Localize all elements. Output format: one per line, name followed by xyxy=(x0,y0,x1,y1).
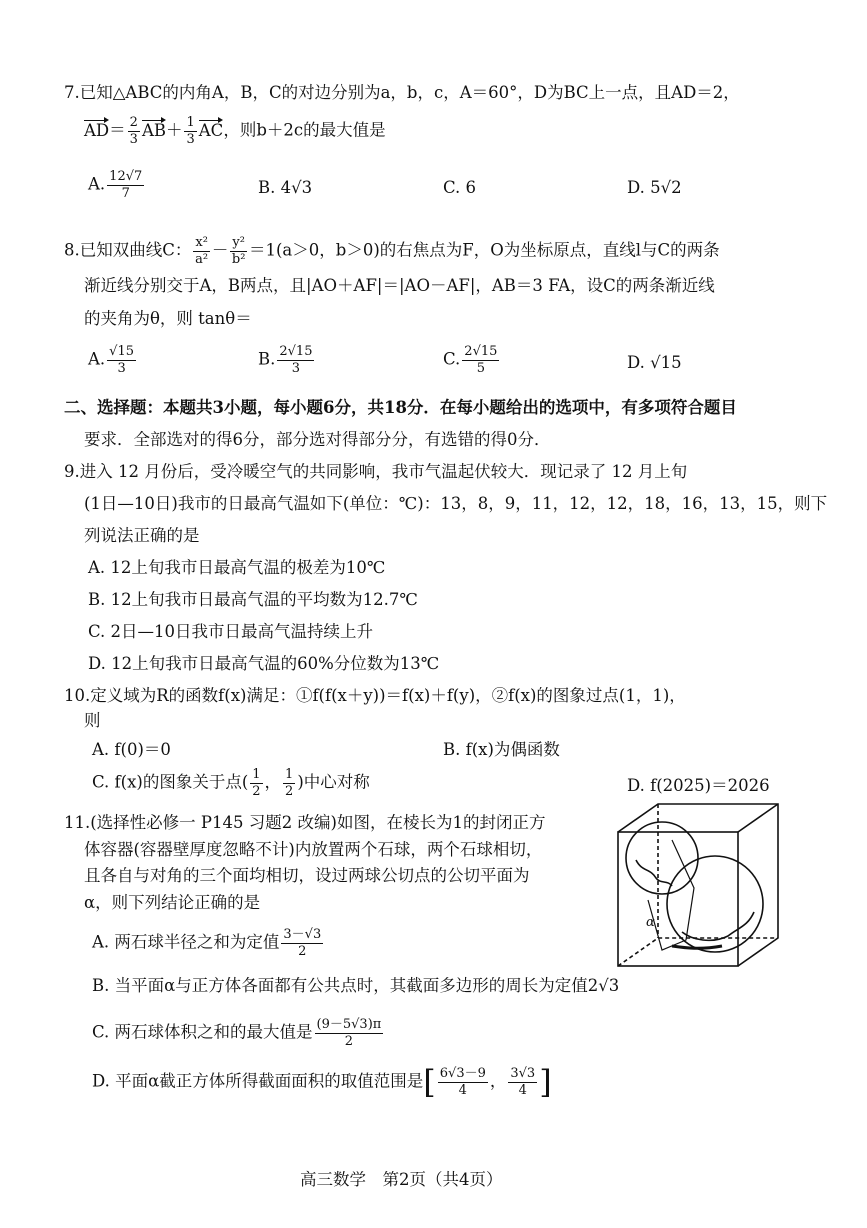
q10-option-c xyxy=(92,768,370,798)
vector-ab: AB xyxy=(141,120,166,140)
q11a-pre: A. 两石球半径之和为定值 xyxy=(92,932,280,952)
option-label: B. xyxy=(258,349,276,369)
q11-option-b: B. 当平面α与正方体各面都有公共点时，其截面多边形的周长为定值2√3 xyxy=(92,976,620,995)
option-label: C. xyxy=(443,349,461,369)
q9-line3: 列说法正确的是 xyxy=(84,526,200,545)
q7-option-b xyxy=(258,180,312,197)
frac-den: 3 xyxy=(291,360,301,376)
q8-line1-post: ＝1(a＞0，b＞0)的右焦点为F，O为坐标原点，直线l与C的两条 xyxy=(248,240,720,260)
q7-option-a xyxy=(88,170,146,200)
option-text: 4√3 xyxy=(280,178,313,197)
q9-option-b: B. 12上旬我市日最高气温的平均数为12.7℃ xyxy=(88,590,418,609)
q8-option-d xyxy=(627,355,682,372)
q10-option-d: D. f(2025)＝2026 xyxy=(627,776,770,795)
q11d-pre: D. 平面α截正方体所得截面面积的取值范围是 xyxy=(92,1071,424,1091)
fraction-half xyxy=(250,768,262,798)
option-label: B. xyxy=(258,178,276,197)
q7-line2-tail: ，则b＋2c的最大值是 xyxy=(223,120,386,140)
option-text: 5√2 xyxy=(650,178,682,197)
section-2-instructions: 要求．全部选对的得6分，部分选对得部分分，有选错的得0分． xyxy=(84,430,551,449)
q10c-pre: C. f(x)的图象关于点( xyxy=(92,772,249,792)
option-text: 6 xyxy=(465,178,477,197)
option-label: D. xyxy=(627,353,645,372)
cube-top-right-edge xyxy=(738,804,778,832)
frac-den: 2 xyxy=(285,783,294,799)
spheres xyxy=(626,822,763,952)
frac-num: 6√3－9 xyxy=(439,1065,486,1081)
vector-ad: AD xyxy=(84,120,110,140)
frac-num: y² xyxy=(232,235,245,250)
q11-line1: 11.(选择性必修一 P145 习题2 改编)如图，在棱长为1的封闭正方 xyxy=(64,813,546,832)
frac-num: 2√15 xyxy=(464,344,498,359)
plane-alpha-label: α xyxy=(646,915,655,930)
frac-den: 4 xyxy=(458,1082,467,1098)
fraction-y2-b2 xyxy=(230,236,247,266)
q10-option-a: A. f(0)＝0 xyxy=(92,740,171,759)
cube-hidden-edges xyxy=(618,938,778,966)
option-fraction xyxy=(462,345,499,375)
frac-den: 4 xyxy=(518,1082,527,1098)
option-label: C. xyxy=(443,178,461,197)
frac-num: 2√15 xyxy=(279,344,313,359)
q9-option-d: D. 12上旬我市日最高气温的60%分位数为13℃ xyxy=(88,654,440,673)
frac-den: 2 xyxy=(252,783,261,799)
q8-line2: 渐近线分别交于A，B两点，且|AO＋AF|＝|AO－AF|，AB＝3 FA，设C的两条渐近线 xyxy=(84,276,715,295)
q8-option-a xyxy=(88,345,138,375)
comma: ， xyxy=(264,772,282,792)
option-fraction xyxy=(277,345,314,375)
option-label: A. xyxy=(88,349,106,369)
frac-den: 2 xyxy=(298,943,307,959)
fraction-radius-sum xyxy=(281,928,323,958)
q11c-pre: C. 两石球体积之和的最大值是 xyxy=(92,1022,313,1042)
q8-option-c xyxy=(443,345,501,375)
frac-num: 1 xyxy=(252,767,261,782)
minus-sign: － xyxy=(211,240,229,260)
frac-den: 2 xyxy=(344,1033,354,1049)
frac-num: 3－√3 xyxy=(283,927,322,942)
large-sphere-contour xyxy=(682,912,754,940)
q10-line2: 则 xyxy=(84,711,101,730)
plus-sign: ＋ xyxy=(165,120,183,140)
fraction-x2-a2 xyxy=(193,236,210,266)
option-fraction xyxy=(107,345,136,375)
q9-option-c: C. 2日—10日我市日最高气温持续上升 xyxy=(88,622,374,641)
frac-den: 7 xyxy=(121,185,130,201)
cube-with-spheres-figure xyxy=(612,800,782,972)
q10-line1: 10.定义域为R的函数f(x)满足：①f(f(x＋y))＝f(x)＋f(y)，②f(x)的图象过点(1，1)， xyxy=(64,686,686,705)
small-sphere-contour xyxy=(636,860,672,886)
frac-num: 2 xyxy=(129,115,138,130)
q7-line1: 7.已知△ABC的内角A，B，C的对边分别为a，b，c，A＝60°，D为BC上一点，且AD＝2， xyxy=(64,83,740,102)
q10c-post: )中心对称 xyxy=(297,772,370,792)
q11-line2: 体容器(容器壁厚度忽略不计)内放置两个石球，两个石球相切， xyxy=(84,840,543,859)
q8-line1 xyxy=(64,236,720,266)
q11-line4: α，则下列结论正确的是 xyxy=(84,893,261,912)
q9-line2: (1日—10日)我市的日最高气温如下(单位：℃)：13，8，9，11，12，12，18，16，13，15，则下 xyxy=(84,494,828,513)
fraction-area-max xyxy=(508,1067,537,1097)
frac-num: 1 xyxy=(186,115,195,130)
fraction-half xyxy=(283,768,295,798)
q7-option-d xyxy=(627,180,682,197)
q7-option-c xyxy=(443,180,476,197)
q8-line1-pre: 8.已知双曲线C： xyxy=(64,240,192,260)
frac-num: √15 xyxy=(109,344,134,359)
q11-option-c xyxy=(92,1018,385,1048)
q11-line3: 且各自与对角的三个面均相切，设过两球公切点的公切平面为 xyxy=(84,866,530,885)
section-2-heading: 二、选择题：本题共3小题，每小题6分，共18分．在每小题给出的选项中，有多项符合题目 xyxy=(64,398,737,417)
frac-den: a² xyxy=(195,251,209,267)
q8-option-b xyxy=(258,345,316,375)
frac-num: 1 xyxy=(285,767,294,782)
option-label: D. xyxy=(627,178,645,197)
fraction-two-thirds xyxy=(128,116,140,146)
left-bracket: [ xyxy=(423,1063,436,1101)
frac-den: 3 xyxy=(117,360,126,376)
shadow-stroke xyxy=(672,946,722,948)
q8-line3: 的夹角为θ，则 tanθ＝ xyxy=(84,309,252,328)
q11-option-a xyxy=(92,928,325,958)
q9-option-a: A. 12上旬我市日最高气温的极差为10℃ xyxy=(88,558,386,577)
frac-num: (9－5√3)π xyxy=(316,1017,382,1032)
option-text: √15 xyxy=(650,353,682,372)
option-label: A. xyxy=(88,174,106,194)
q7-line2 xyxy=(84,116,386,146)
tangent-plane-alpha xyxy=(648,840,694,950)
page-footer: 高三数学 第2页（共4页） xyxy=(300,1170,503,1189)
option-fraction xyxy=(107,170,144,200)
fraction-area-min xyxy=(438,1067,488,1097)
fraction-one-third xyxy=(184,116,196,146)
equals-sign: ＝ xyxy=(109,120,126,140)
frac-num: x² xyxy=(195,235,208,250)
vector-ac: AC xyxy=(198,120,224,140)
frac-den: 3 xyxy=(186,131,195,147)
q11-option-d: D. 平面α截正方体所得截面面积的取值范围是[ $\frac{6√3-9}{4}$ ， $\frac{3√3}{4}$ ] xyxy=(92,1063,552,1101)
q10-option-b: B. f(x)为偶函数 xyxy=(443,740,560,759)
right-bracket: ] xyxy=(539,1063,552,1101)
frac-den: 3 xyxy=(129,131,138,147)
q9-line1: 9.进入 12 月份后，受冷暖空气的共同影响，我市气温起伏较大．现记录了 12 月上旬 xyxy=(64,462,688,481)
frac-den: b² xyxy=(231,251,246,267)
frac-num: 3√3 xyxy=(510,1065,536,1081)
frac-den: 5 xyxy=(476,360,485,376)
fraction-volume xyxy=(315,1018,384,1048)
frac-num: 12√7 xyxy=(109,169,143,184)
